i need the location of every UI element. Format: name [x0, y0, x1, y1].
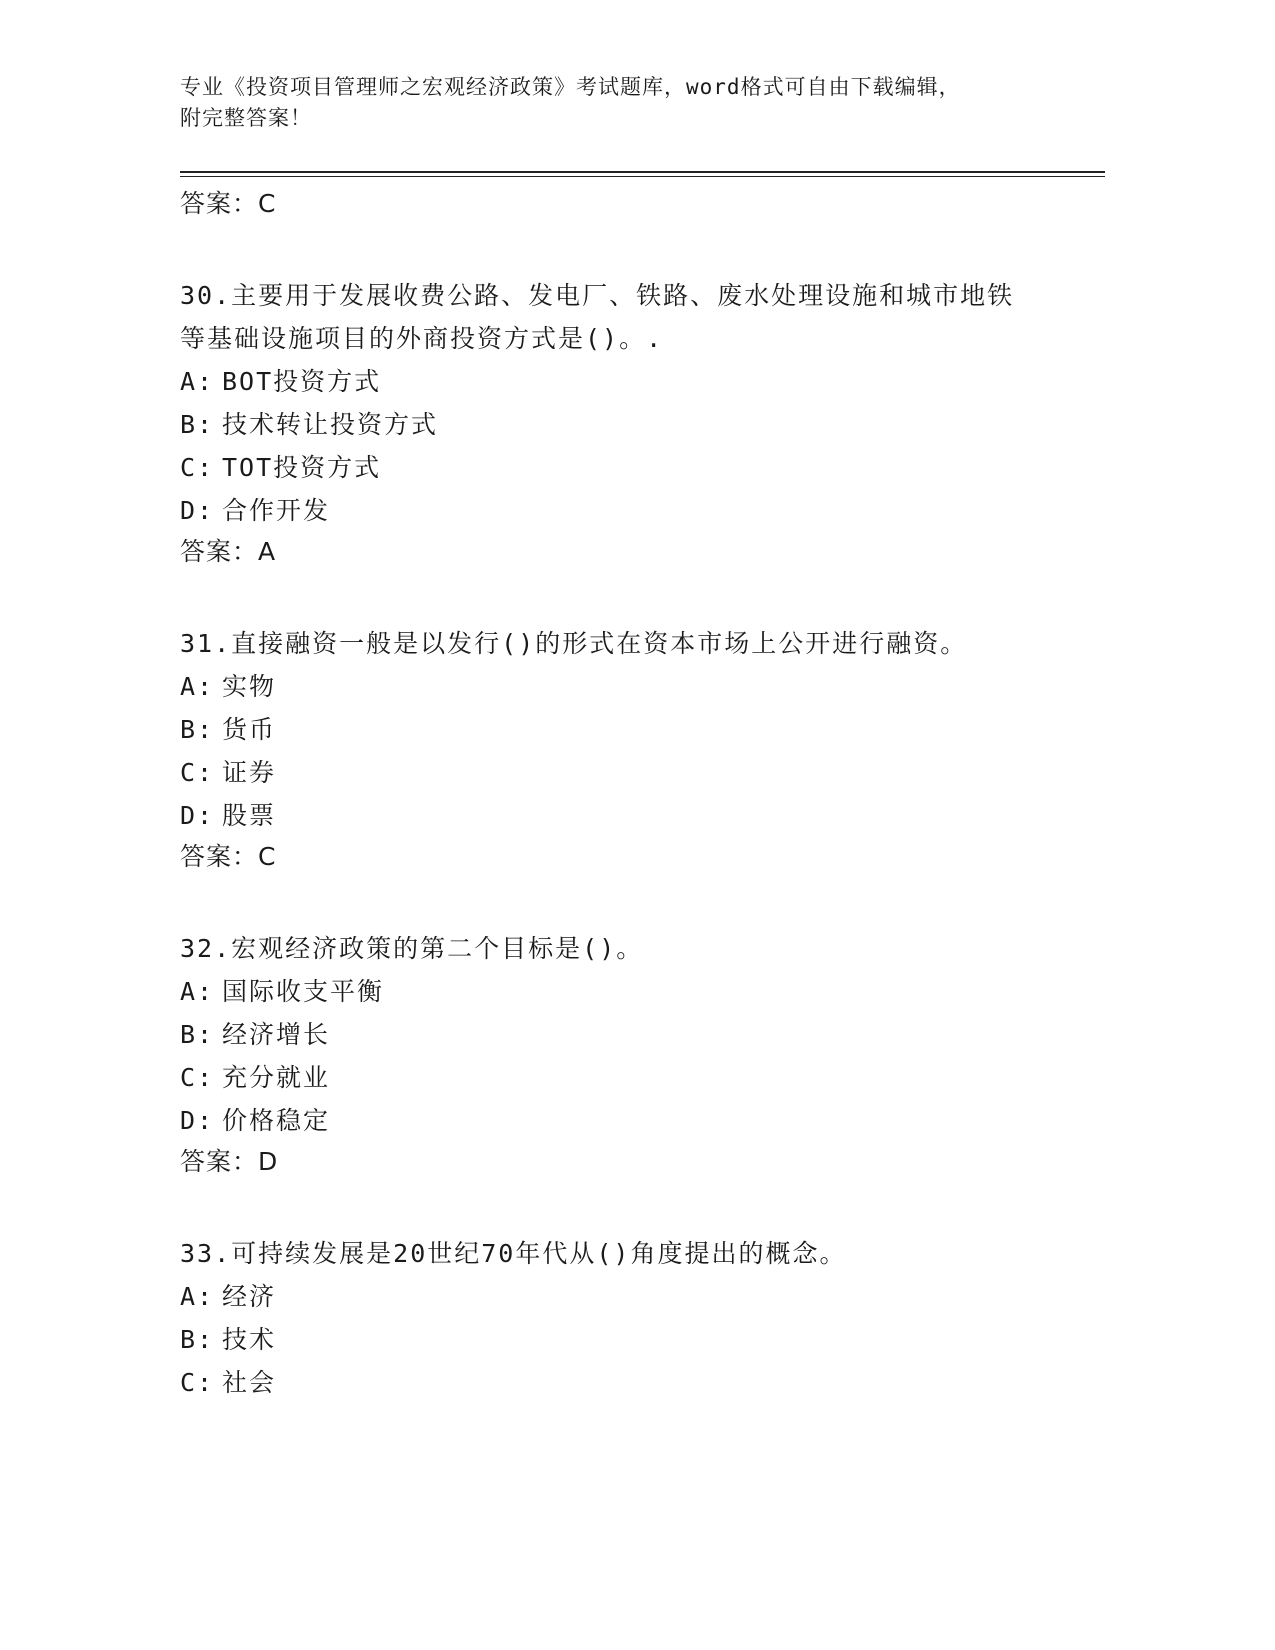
option-text: 技术 [222, 1325, 277, 1354]
answer-label: 答案：C [180, 189, 277, 218]
option-letter: A: [180, 1282, 215, 1311]
option-letter: A: [180, 672, 215, 701]
question-text-line: 等基础设施项目的外商投资方式是()。. [180, 324, 664, 353]
answer-label: 答案：C [180, 842, 277, 871]
option-letter: C: [180, 1368, 215, 1397]
question-item [180, 622, 1060, 875]
header-intro-line-2: 附完整答案！ [180, 106, 312, 130]
option-text: 股票 [222, 801, 277, 830]
option-a [180, 1275, 1060, 1318]
option-text: 证券 [222, 758, 277, 787]
option-letter: A: [180, 367, 215, 396]
option-a [180, 970, 1060, 1013]
option-a [180, 360, 1060, 403]
option-text: 社会 [222, 1368, 277, 1397]
option-text: 实物 [222, 672, 277, 701]
option-letter: D: [180, 496, 215, 525]
option-letter: D: [180, 1106, 215, 1135]
option-text: 国际收支平衡 [222, 977, 385, 1006]
option-text: 经济 [222, 1282, 277, 1311]
question-item [180, 1232, 1060, 1404]
answer-label: 答案：A [180, 537, 277, 566]
option-b [180, 1013, 1060, 1056]
option-letter: B: [180, 1325, 215, 1354]
option-letter: B: [180, 1020, 215, 1049]
header-intro-line-1: 专业《投资项目管理师之宏观经济政策》考试题库，word格式可自由下载编辑， [180, 75, 961, 99]
document-header [180, 72, 1040, 134]
option-b [180, 1318, 1060, 1361]
option-a [180, 665, 1060, 708]
option-d [180, 1099, 1060, 1142]
option-c [180, 751, 1060, 794]
option-letter: D: [180, 801, 215, 830]
header-divider-thin [180, 176, 1105, 177]
option-text: 合作开发 [222, 496, 331, 525]
option-letter: B: [180, 715, 215, 744]
option-letter: A: [180, 977, 215, 1006]
option-text: 充分就业 [222, 1063, 331, 1092]
option-c [180, 1361, 1060, 1404]
question-text-line: 32.宏观经济政策的第二个目标是()。 [180, 934, 644, 963]
question-list [180, 184, 1060, 1404]
option-d [180, 489, 1060, 532]
option-letter: C: [180, 453, 215, 482]
option-b [180, 708, 1060, 751]
question-item [180, 927, 1060, 1180]
option-b [180, 403, 1060, 446]
option-letter: C: [180, 758, 215, 787]
option-letter: C: [180, 1063, 215, 1092]
option-text: BOT投资方式 [222, 367, 382, 396]
option-text: 货币 [222, 715, 277, 744]
option-text: TOT投资方式 [222, 453, 382, 482]
answer-label: 答案：D [180, 1147, 279, 1176]
question-text-line: 31.直接融资一般是以发行()的形式在资本市场上公开进行融资。 [180, 629, 968, 658]
option-text: 价格稳定 [222, 1106, 331, 1135]
option-c [180, 446, 1060, 489]
question-text-line: 30.主要用于发展收费公路、发电厂、铁路、废水处理设施和城市地铁 [180, 281, 1015, 310]
option-c [180, 1056, 1060, 1099]
option-text: 经济增长 [222, 1020, 331, 1049]
question-item [180, 274, 1060, 570]
option-text: 技术转让投资方式 [222, 410, 439, 439]
question-text-line: 33.可持续发展是20世纪70年代从()角度提出的概念。 [180, 1239, 847, 1268]
option-letter: B: [180, 410, 215, 439]
header-divider-thick [180, 171, 1105, 173]
option-d [180, 794, 1060, 837]
